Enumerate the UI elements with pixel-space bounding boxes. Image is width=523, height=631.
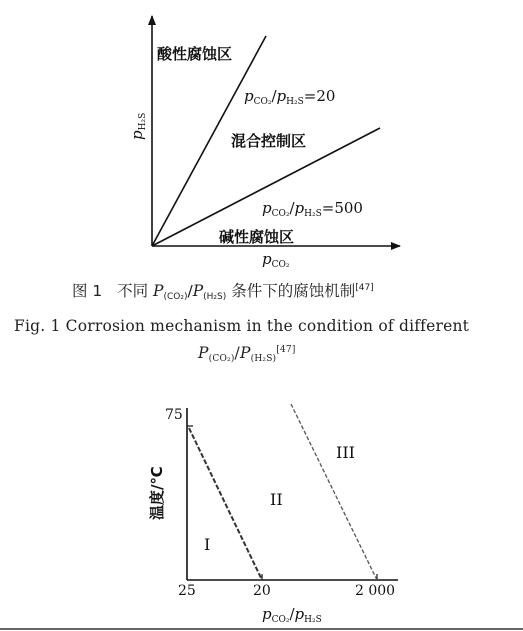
- caption-en-ref: [47]: [276, 345, 296, 355]
- caption-cn-p2-sub: (H₂S): [203, 292, 227, 302]
- ratio-den-var: p: [276, 87, 287, 105]
- fig1-caption-cn: [72, 279, 374, 302]
- caption-cn-p1: P: [153, 282, 164, 300]
- fig2-x-axis-label: [262, 605, 322, 625]
- ratio-value-20: =20: [303, 87, 336, 105]
- caption-en-p2: P: [239, 344, 251, 362]
- caption-en-p2-sub: (H₂S): [250, 354, 277, 364]
- caption-en-slash: /: [234, 344, 240, 362]
- y-axis-sub: H₂S: [138, 112, 148, 131]
- caption-en-p1-sub: (CO₂): [208, 354, 235, 364]
- ratio-den-sub: H₂S: [286, 97, 304, 107]
- ratio-den-sub: H₂S: [304, 209, 322, 219]
- fig2-region-I: I: [204, 535, 211, 554]
- fig1-x-axis-label: [262, 250, 289, 270]
- fig1-region-acid: 酸性腐蚀区: [157, 45, 233, 63]
- fig1-caption-en-line2: [198, 344, 296, 364]
- caption-cn-post: 条件下的腐蚀机制: [231, 282, 356, 300]
- fig1-ratio-label-20: [244, 87, 335, 107]
- fig1-y-axis-label: [128, 113, 148, 140]
- fig2-x-num-sub: CO₂: [271, 615, 290, 625]
- caption-cn-pre: 不同: [117, 282, 149, 300]
- fig1-region-base: 碱性腐蚀区: [219, 228, 295, 246]
- fig1-ratio-label-500: [262, 199, 363, 219]
- fig2-x-den-var: p: [294, 605, 305, 623]
- fig2-region-III: III: [336, 443, 355, 462]
- ratio-slash: /: [271, 87, 277, 105]
- fig2-boundary-2: [291, 404, 377, 580]
- caption-cn-prefix: 图 1: [72, 282, 103, 300]
- ratio-num-sub: CO₂: [253, 97, 272, 107]
- ratio-slash: /: [289, 199, 295, 217]
- ratio-value-500: =500: [321, 199, 363, 217]
- fig2-y-axis-label: 温度/℃: [148, 466, 166, 520]
- caption-en-p1: P: [198, 344, 209, 362]
- ratio-den-var: p: [294, 199, 305, 217]
- x-axis-var: p: [262, 250, 272, 268]
- caption-cn-p1-sub: (CO₂): [163, 292, 188, 302]
- ratio-num-var: p: [262, 199, 272, 217]
- fig2-boundary-1: [189, 428, 262, 580]
- fig2-x-tick-label-20: 20: [253, 583, 271, 599]
- ratio-num-sub: CO₂: [271, 209, 290, 219]
- caption-cn-p2: P: [192, 282, 204, 300]
- fig2-x-num-var: p: [262, 605, 272, 623]
- fig1-region-mixed: 混合控制区: [231, 132, 307, 150]
- fig2-region-II: II: [270, 490, 283, 509]
- caption-cn-ref: [47]: [355, 283, 374, 293]
- fig2-x-den-sub: H₂S: [304, 615, 322, 625]
- fig2-x-tick-label-2000: 2 000: [355, 583, 396, 599]
- x-axis-sub: CO₂: [271, 260, 290, 270]
- ratio-num-var: p: [244, 87, 254, 105]
- fig1-caption-en-line1: Fig. 1 Corrosion mechanism in the condition of different: [14, 317, 470, 335]
- fig2-x-slash: /: [289, 605, 295, 623]
- fig2-x-tick-label-25: 25: [178, 583, 196, 599]
- caption-cn-slash: /: [187, 282, 193, 300]
- fig2-y-tick-label-75: 75: [165, 407, 183, 423]
- y-axis-var: p: [128, 130, 146, 140]
